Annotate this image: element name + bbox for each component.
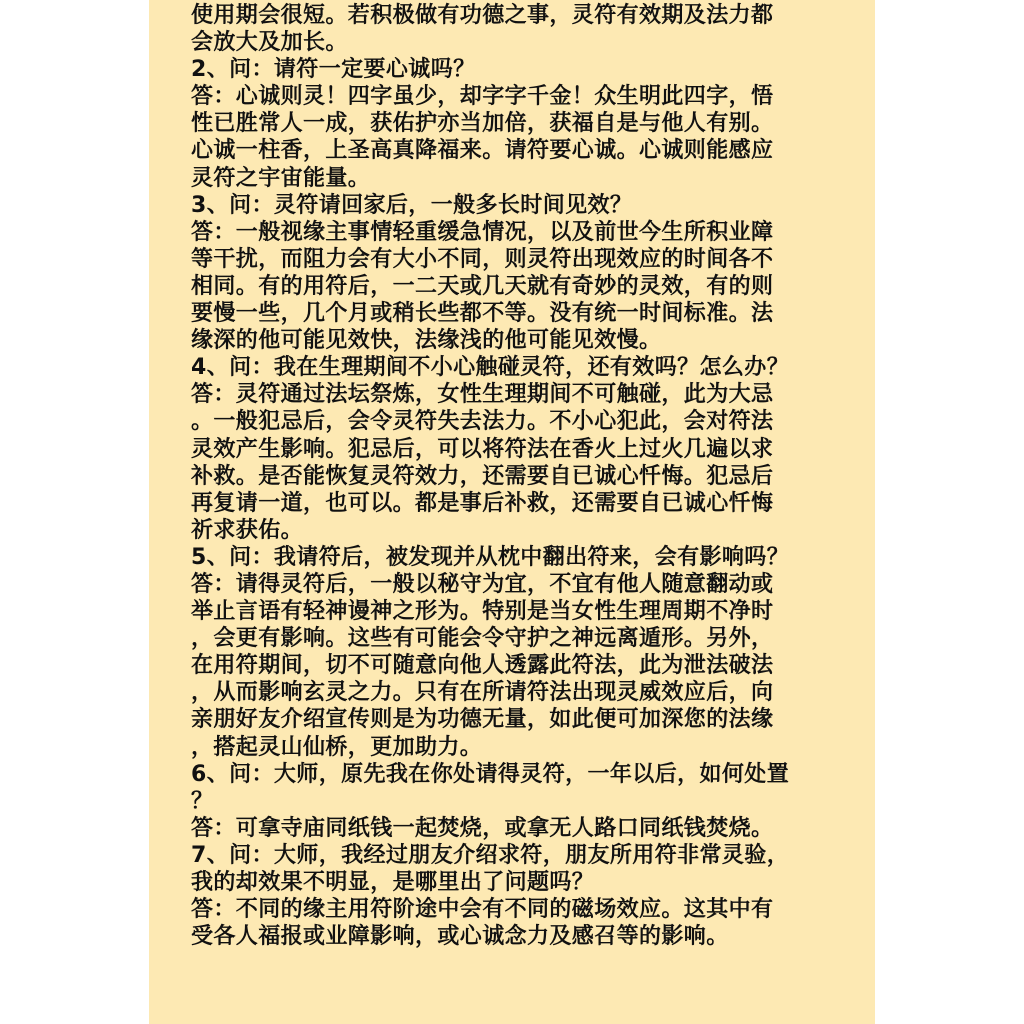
text-line: 要慢一些，几个月或稍长些都不等。没有统一时间标准。法 bbox=[191, 301, 774, 327]
question-line: 5、问：我请符后，被发现并从枕中翻出符来，会有影响吗？ bbox=[191, 544, 790, 570]
question-line: 4、问：我在生理期间不小心触碰灵符，还有效吗？怎么办？ bbox=[191, 355, 790, 381]
text-line: 再复请一道，也可以。都是事后补救，还需要自已诚心忏悔 bbox=[191, 490, 774, 516]
text-line: 相同。有的用符后，一二天或几天就有奇妙的灵效，有的则 bbox=[191, 273, 774, 299]
text-line: 。一般犯忌后，会令灵符失去法力。不小心犯此，会对符法 bbox=[191, 409, 774, 435]
text-line: 祈求获佑。 bbox=[191, 517, 304, 543]
text-line: 性已胜常人一成，获佑护亦当加倍，获福自是与他人有别。 bbox=[191, 111, 774, 137]
text-line: 举止言语有轻神谩神之形为。特别是当女性生理周期不净时 bbox=[191, 599, 774, 625]
question-line: 3、问：灵符请回家后，一般多长时间见效？ bbox=[191, 192, 633, 218]
text-line: ？ bbox=[191, 788, 214, 814]
text-line: 我的却效果不明显，是哪里出了问题吗？ bbox=[191, 870, 595, 895]
text-line: 缘深的他可能见效快，法缘浅的他可能见效慢。 bbox=[191, 328, 662, 354]
text-line: 补救。是否能恢复灵符效力，还需要自已诚心忏悔。犯忌后 bbox=[191, 463, 774, 489]
text-line: ，会更有影响。这些有可能会令守护之神远离遁形。另外， bbox=[191, 626, 774, 652]
question-line: 7、问：大师，我经过朋友介绍求符，朋友所用符非常灵验， bbox=[191, 842, 790, 868]
text-line: 受各人福报或业障影响，或心诚念力及感召等的影响。 bbox=[191, 924, 729, 950]
text-line: 使用期会很短。若积极做有功德之事，灵符有效期及法力都 bbox=[191, 3, 774, 28]
document-body bbox=[191, 2, 851, 950]
answer-line: 答：灵符通过法坛祭炼，女性生理期间不可触碰，此为大忌 bbox=[191, 382, 774, 408]
answer-line: 答：心诚则灵！四字虽少，却字字千金！众生明此四字，悟 bbox=[191, 84, 774, 110]
answer-line: 答：请得灵符后，一般以秘守为宜，不宜有他人随意翻动或 bbox=[191, 571, 774, 597]
text-line: 灵效产生影响。犯忌后，可以将符法在香火上过火几遍以求 bbox=[191, 436, 774, 462]
text-line: 会放大及加长。 bbox=[191, 30, 348, 56]
text-line: 在用符期间，切不可随意向他人透露此符法，此为泄法破法 bbox=[191, 653, 774, 679]
answer-line: 答：可拿寺庙同纸钱一起焚烧，或拿无人路口同纸钱焚烧。 bbox=[191, 815, 774, 841]
answer-line: 答：不同的缘主用符阶途中会有不同的磁场效应。这其中有 bbox=[191, 897, 774, 923]
text-line: 亲朋好友介绍宣传则是为功德无量，如此便可加深您的法缘 bbox=[191, 707, 774, 733]
answer-line: 答：一般视缘主事情轻重缓急情况，以及前世今生所积业障 bbox=[191, 219, 774, 245]
question-line: 2、问：请符一定要心诚吗？ bbox=[191, 57, 476, 83]
question-line: 6、问：大师，原先我在你处请得灵符，一年以后，如何处置 bbox=[191, 761, 790, 787]
text-line: 心诚一柱香，上圣高真降福来。请符要心诚。心诚则能感应 bbox=[191, 138, 774, 164]
text-line: ，搭起灵山仙桥，更加助力。 bbox=[191, 734, 483, 760]
text-line: ，从而影响玄灵之力。只有在所请符法出现灵威效应后，向 bbox=[191, 680, 774, 706]
text-line: 灵符之宇宙能量。 bbox=[191, 165, 371, 191]
document-page bbox=[149, 0, 875, 1024]
text-line: 等干扰，而阻力会有大小不同，则灵符出现效应的时间各不 bbox=[191, 246, 774, 272]
